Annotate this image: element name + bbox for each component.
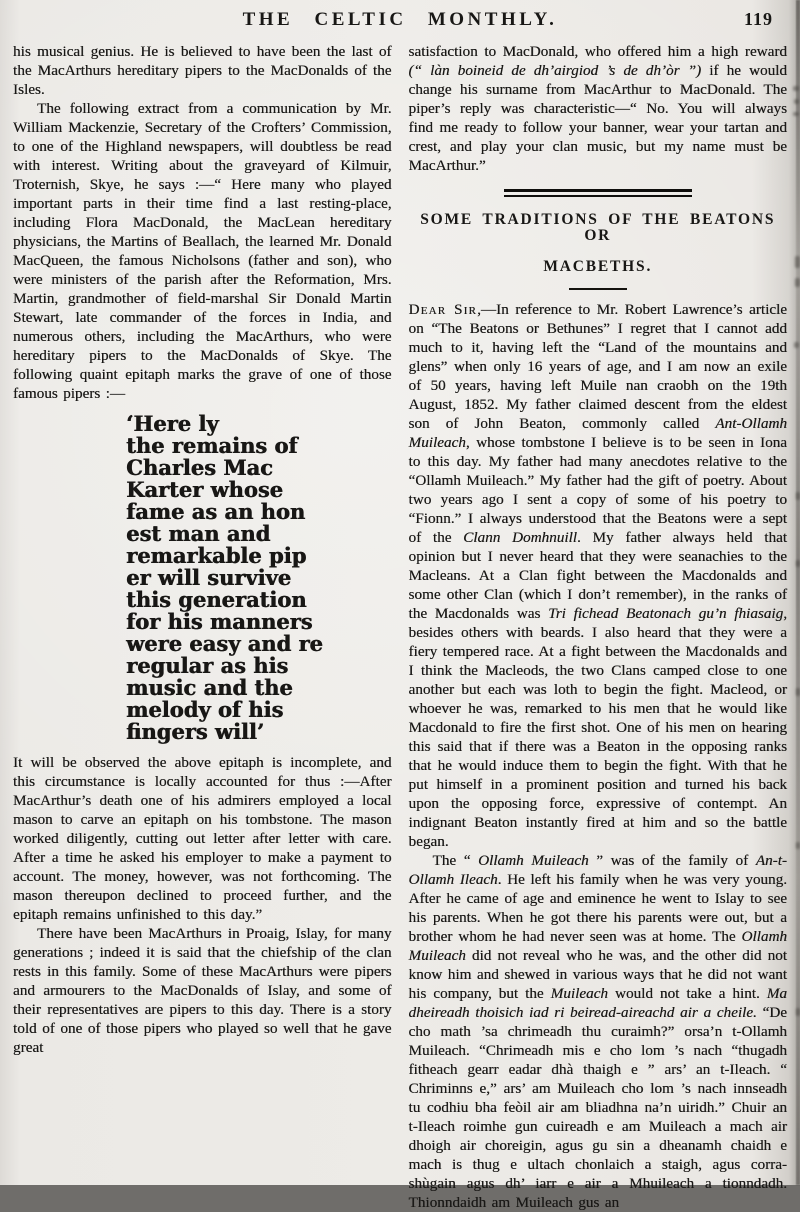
epitaph-line: er will survive — [126, 565, 291, 590]
text-columns — [13, 42, 787, 1212]
paragraph — [13, 753, 392, 924]
epitaph-line: this generation — [126, 587, 307, 612]
scan-smudge — [795, 256, 800, 268]
paragraph — [409, 300, 788, 851]
journal-title: THE CELTIC MONTHLY. — [242, 9, 558, 30]
scan-smudge — [793, 112, 799, 116]
scan-smudge — [796, 688, 800, 696]
italic-gaelic-run: Tri fichead Beatonach gu’n fhiasaig — [548, 604, 784, 622]
scan-smudge — [796, 560, 800, 567]
text-run: . My father always held that opinion but I never heard that they were seanachies to the Macleans. At a Clan fight between the Macdonalds and some other Clan (which I don’t remember), in the ranks of the Macdonalds was — [408, 528, 787, 622]
epitaph-line: remarkable pip — [126, 543, 307, 568]
text-run: It will be observed the above epitaph is incomplete, and this circumstance is locally accounted for thus :—After MacArthur’s death one of his admirers employed a local mason to carve an epitaph on his tombstone. The mason worked diligently, cutting out letter after letter with care. After a time he asked his employer to make a payment to account. The money, however, was not forthcoming. The mason thereupon declined to proceed further, and the epitaph remains unfinished to this day.” — [13, 754, 392, 923]
text-run: did not reveal who he was, and the other did not know him and shewed in various ways that he did not want his company, but the — [408, 946, 787, 1002]
left-column-bottom-paragraphs — [13, 753, 392, 1057]
epitaph-line: melody of his — [126, 697, 284, 722]
text-run: The “ — [432, 851, 479, 869]
text-run: “De cho math ’sa chrimeadh thu curaimh?” orsa’n t-Ollamh Muileach. “Chrimeadh mis e cho lom ’s nach “thugadh fitheach gearr eadar dhà thaigh e ” ars’ an t-Ileach. “ Chriminns e,” ars’ am Muileach cho lom ’s nach innseadh tu codhiu bha feòil air am bliadhna na’n uiridh.” Chuir an t-Ileach roimhe gun cuireadh e am Muileach a mach air dhoigh air choreigin, agus gu sin a dheanamh chaidh e mach is thug e ultach chonlaich a staigh, agus corra-shùgain agus dh’ iarr e air a Mhuileach a tionndadh. Thionndaidh am Muileach gus an — [408, 1003, 787, 1211]
epitaph-line: est man and — [126, 521, 271, 546]
epitaph-line: Karter whose — [126, 477, 283, 502]
right-column-top-paragraphs — [409, 42, 788, 175]
scan-smudge — [794, 99, 799, 104]
italic-gaelic-run: Ant-Ollamh Muileach — [408, 414, 787, 451]
epitaph-blackletter — [126, 413, 392, 743]
paragraph — [409, 42, 788, 175]
epitaph-line: Charles Mac — [126, 455, 273, 480]
text-run: his musical genius. He is believed to have been the last of the MacArthurs hereditary pipers to the MacDonalds of the Isles. — [13, 43, 392, 98]
heading-underline-rule — [569, 288, 627, 290]
italic-gaelic-run: Muileach — [550, 984, 608, 1002]
text-run: There have been MacArthurs in Proaig, Islay, for many generations ; indeed it is said that the chiefship of the clan rests in this family. Some of these MacArthurs were pipers and armourers to the MacDonalds of Islay, and some of their representatives are pipers to this day. There is a story told of one of those pipers who played so well that he gave great — [13, 925, 392, 1056]
scan-smudge — [793, 86, 799, 91]
page-number: 119 — [743, 9, 773, 29]
epitaph-line: regular as his — [126, 653, 289, 678]
text-run: if he would change his surname from MacArthur to MacDonald. The piper’s reply was characteristic—“ No. You will always find me ready to follow your banner, wear your tartan and crest, and play your clan music, but my name must be MacArthur.” — [408, 62, 787, 174]
salutation-small-caps: Dear Sir — [408, 300, 478, 318]
scan-smudge — [796, 842, 800, 849]
paragraph — [409, 851, 788, 1212]
scan-smudge — [794, 342, 799, 348]
epitaph-line: for his manners — [126, 609, 313, 634]
paragraph — [13, 99, 392, 403]
section-heading-line2: MACBETHS. — [543, 258, 653, 275]
epitaph-line: fame as an hon — [126, 499, 306, 524]
epitaph-line: fingers will’ — [126, 719, 265, 744]
text-run: ” was of the family of — [588, 851, 756, 869]
section-heading-line1: SOME TRADITIONS OF THE BEATONS OR — [420, 211, 776, 244]
text-run: The following extract from a communication by Mr. William Mackenzie, Secretary of the Crofters’ Commission, to one of the Highland newspapers, will doubtless be read with interest. Writing about the graveyard of Kilmuir, Troternish, Skye, he says :—“ Here many who played important parts in their time find a last resting-place, including Flora MacDonald, the MacLean hereditary physicians, the Martins of Beallach, the learned Mr. Donald MacQueen, the famous Nicholsons (father and son), who were ministers of the parish after the Reformation, Mrs. Martin, grandmother of field-marshal Sir Donald Martin Stewart, late commander of the forces in India, and numerous others, including the MacArthurs, who were hereditary pipers to the MacDonalds of Skye. The following quaint epitaph marks the grave of one of those famous pipers :— — [13, 100, 392, 402]
left-column-top-paragraphs — [13, 42, 392, 403]
right-column-bottom-paragraphs — [409, 300, 788, 1212]
italic-gaelic-run: Ollamh Muileach — [478, 851, 589, 869]
italic-gaelic-run: Ma dheireadh thoisich iad ri beiread-aireachd air a cheile. — [408, 984, 787, 1021]
epitaph-line: music and the — [126, 675, 293, 700]
left-column — [13, 42, 392, 1212]
epitaph-line: were easy and re — [126, 631, 323, 656]
italic-gaelic-run: Ollamh Muileach — [408, 927, 787, 964]
text-run: satisfaction to MacDonald, who offered him a high reward — [408, 43, 787, 60]
text-run: ,—In reference to Mr. Robert Lawrence’s article on “The Beatons or Bethunes” I regret that I cannot add much to it, having left the “Land of the mountains and glens” when only 16 years of age, and I am now an exile of 50 years, having left Muile nan craobh on the 19th August, 1852. My father claimed descent from the eldest son of John Beaton, commonly called — [408, 300, 787, 432]
section-heading — [409, 212, 788, 275]
text-run: , besides others with beards. I also heard that they were a fiery tempered race. At a fight between the Macdonalds and I think the Macleods, the two Clans camped close to one another but each was loth to begin the fight. Macleod, or whoever he was, remarked to his men that he would like Macdonald to fire the first shot. One of his men on hearing this said that if there was a Beaton in the opposing ranks that he would induce them to begin the fight. With that he put himself in a prominent position and turned his back upon the opposing force, expressive of contempt. An indignant Beaton instantly fired at him and so the battle began. — [408, 604, 787, 850]
text-run: would not take a hint. — [607, 984, 767, 1002]
right-column — [409, 42, 788, 1212]
scan-smudge — [796, 492, 800, 500]
paragraph — [13, 924, 392, 1057]
epitaph-line: ‘Here ly — [126, 411, 219, 436]
italic-gaelic-run: An-t-Ollamh Ileach — [408, 851, 787, 888]
text-run: , whose tombstone I believe is to be seen in Iona to this day. My father had many anecdotes relative to the “Ollamh Muileach.” My father had the gift of poetry. About two years ago I sent a copy of some of his poetry to “Fionn.” I always understood that the Beatons were a sept of the — [408, 433, 787, 546]
paragraph — [13, 42, 392, 99]
section-divider-rule — [504, 189, 692, 197]
scan-smudge — [796, 1008, 800, 1016]
epitaph-line: the remains of — [126, 433, 298, 458]
italic-gaelic-run: Clann Domhnuill — [463, 528, 577, 546]
scan-smudge — [795, 278, 800, 287]
italic-gaelic-run: (“ làn boineid de dh’airgiod ’s de dh’òr ”) — [408, 62, 702, 79]
text-run: . He left his family when he was very young. After he came of age and eminence he went to Islay to see his parents. When he got there his parents were out, but a brother whom he had never seen was at home. The — [408, 870, 787, 945]
